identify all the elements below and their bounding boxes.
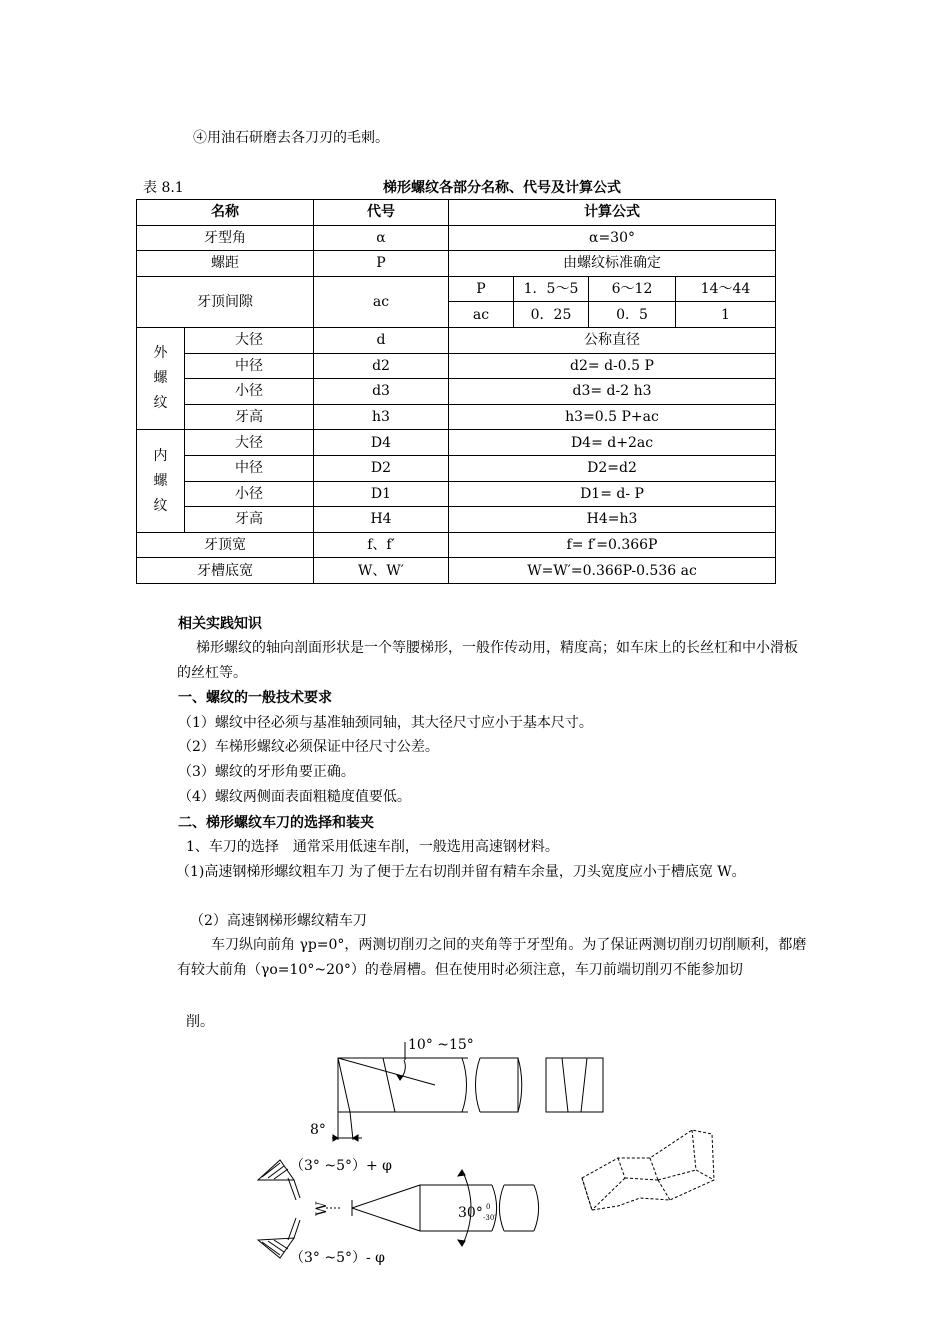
cell-formula: 公称直径: [449, 327, 776, 353]
angle-side-label: 8°: [310, 1122, 326, 1138]
angle-upper-label: （3° ~5°）+ φ: [290, 1158, 392, 1174]
angle-tip-label: 30°: [458, 1205, 483, 1221]
cell-code: h3: [314, 404, 449, 430]
item-finish-tool: （2）高速钢梯形螺纹精车刀: [190, 913, 367, 929]
cell-name: 牙顶宽: [137, 532, 314, 558]
cell-formula: d3= d-2 h3: [449, 379, 776, 405]
cell-code: d2: [314, 353, 449, 379]
cell-name: 小径: [185, 379, 314, 405]
table-header-row: [137, 200, 776, 226]
table-title: 梯形螺纹各部分名称、代号及计算公式: [383, 180, 621, 196]
cell-formula: H4=h3: [449, 507, 776, 533]
cell-code: ac: [314, 276, 449, 327]
cell-ac-value: 0．25: [514, 302, 589, 328]
cell-name: 牙顶间隙: [137, 276, 314, 327]
cell-formula: D4= d+2ac: [449, 430, 776, 456]
cell-name: 螺距: [137, 251, 314, 277]
tool-drawing: [240, 1030, 760, 1270]
requirement-1: （1）螺纹中径必须与基准轴颈同轴，其大径尺寸应小于基本尺寸。: [178, 715, 593, 731]
cell-formula: f= f′=0.366P: [449, 532, 776, 558]
cell-name: 大径: [185, 327, 314, 353]
cell-formula: α=30°: [449, 225, 776, 251]
paragraph-tail: 削。: [186, 1014, 214, 1030]
cell-ac-value: 0．5: [589, 302, 676, 328]
paragraph-trapezoid: 梯形螺纹的轴向剖面形状是一个等腰梯形，一般作传动用，精度高；如车床上的长丝杠和中小滑板的丝杠等。: [177, 640, 798, 681]
section-practice-heading: 相关实践知识: [178, 616, 262, 632]
cell-code: f、f′: [314, 532, 449, 558]
requirement-4: （4）螺纹两侧面表面粗糙度值要低。: [178, 789, 411, 805]
table-row: [137, 481, 776, 507]
table-number: 表 8.1: [143, 180, 184, 196]
cell-name: 牙高: [185, 404, 314, 430]
tip-tolerance-upper: 0: [486, 1203, 491, 1211]
cell-code: D1: [314, 481, 449, 507]
tip-tolerance-lower: -30′: [483, 1214, 496, 1222]
tool-front-profile: [326, 1185, 539, 1231]
heading-requirements: 一、螺纹的一般技术要求: [178, 690, 332, 706]
requirement-3: （3）螺纹的牙形角要正确。: [178, 764, 355, 780]
group-internal: 内 螺 纹: [137, 430, 185, 532]
tool-top-view: [338, 1058, 603, 1112]
table-row: [137, 276, 776, 302]
cell-name: 牙槽底宽: [137, 558, 314, 584]
requirement-2: （2）车梯形螺纹必须保证中径尺寸公差。: [178, 739, 439, 755]
cell-code: D4: [314, 430, 449, 456]
cell-name: 牙高: [185, 507, 314, 533]
cell-code: α: [314, 225, 449, 251]
cell-name: 小径: [185, 481, 314, 507]
cell-ac-label: ac: [449, 302, 514, 328]
table-row: [137, 225, 776, 251]
header-name: 名称: [137, 200, 314, 226]
table-row: [137, 353, 776, 379]
header-code: 代号: [314, 200, 449, 226]
table-row: [137, 532, 776, 558]
cell-formula: W=W′=0.366P-0.536 ac: [449, 558, 776, 584]
thread-spec-table: [136, 199, 776, 584]
cell-code: D2: [314, 455, 449, 481]
cell-formula: d2= d-0.5 P: [449, 353, 776, 379]
table-row: [137, 430, 776, 456]
header-formula: 计算公式: [449, 200, 776, 226]
cell-code: W、W′: [314, 558, 449, 584]
table-row: [137, 404, 776, 430]
width-label: W: [314, 1201, 330, 1216]
cell-p-label: P: [449, 276, 514, 302]
cell-name: 中径: [185, 353, 314, 379]
cell-p-value: 1．5～5: [514, 276, 589, 302]
cell-name: 牙型角: [137, 225, 314, 251]
tool-isometric-sketch: [582, 1130, 714, 1210]
cell-code: P: [314, 251, 449, 277]
angle-side-marker: [332, 1112, 362, 1141]
table-row: [137, 251, 776, 277]
cell-p-value: 14～44: [676, 276, 776, 302]
cell-code: H4: [314, 507, 449, 533]
item-tool-selection: 1、车刀的选择 通常采用低速车削，一般选用高速钢材料。: [186, 839, 559, 855]
table-row: [137, 327, 776, 353]
cell-p-value: 6～12: [589, 276, 676, 302]
heading-tool-selection: 二、梯形螺纹车刀的选择和装夹: [178, 815, 374, 831]
cell-code: d: [314, 327, 449, 353]
cell-formula: 由螺纹标准确定: [449, 251, 776, 277]
cell-formula: h3=0.5 P+ac: [449, 404, 776, 430]
table-row: [137, 455, 776, 481]
intro-line: ④用油石研磨去各刀刃的毛刺。: [193, 130, 389, 146]
table-row: [137, 379, 776, 405]
angle-lower-label: （3° ~5°）- φ: [290, 1250, 385, 1266]
table-row: [137, 558, 776, 584]
cell-name: 中径: [185, 455, 314, 481]
cell-code: d3: [314, 379, 449, 405]
angle-top-label: 10° ~15°: [408, 1037, 474, 1053]
cell-formula: D2=d2: [449, 455, 776, 481]
cell-name: 大径: [185, 430, 314, 456]
paragraph-finish-tool: 车刀纵向前角 γp=0°，两测切削刃之间的夹角等于牙型角。为了保证两测切削刃切削顺利，都磨有较大前角（γo=10°~20°）的卷屑槽。但在使用时必须注意，车刀前端切削刃不能参加切: [177, 937, 807, 978]
item-rough-tool: （1)高速钢梯形螺纹粗车刀 为了便于左右切削并留有精车余量，刀头宽度应小于槽底宽 W。: [176, 864, 746, 880]
table-row: [137, 507, 776, 533]
cell-ac-value: 1: [676, 302, 776, 328]
cell-formula: D1= d- P: [449, 481, 776, 507]
group-external: 外 螺 纹: [137, 327, 185, 429]
